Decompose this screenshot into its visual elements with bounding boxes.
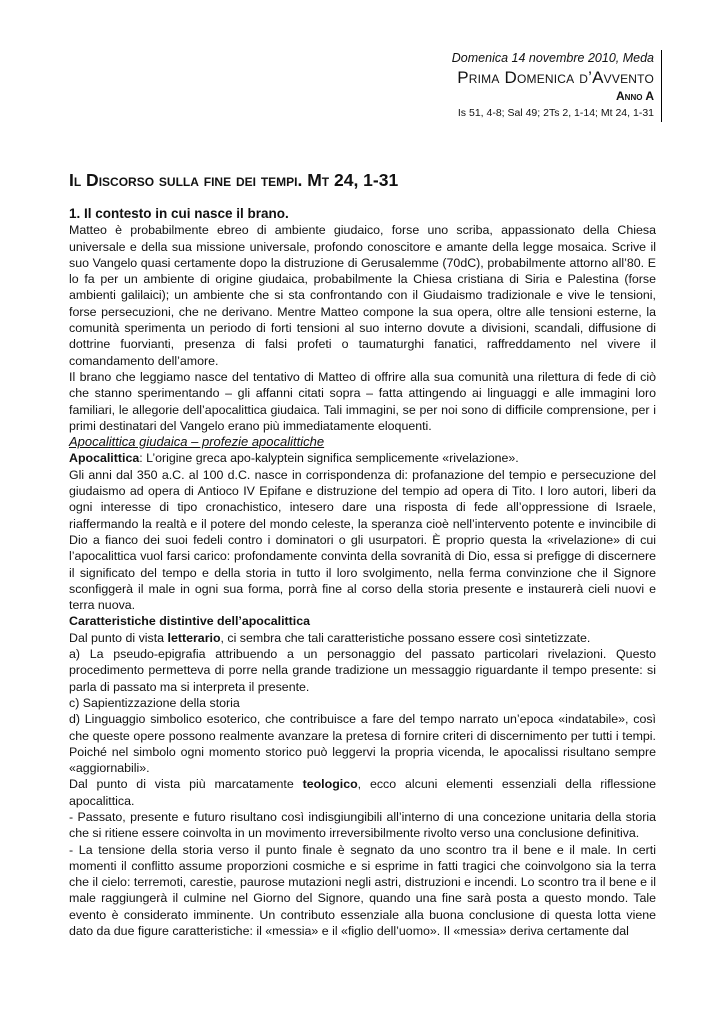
paragraph-context: Matteo è probabilmente ebreo di ambiente giudaico, forse uno scriba, appassionato della Chiesa universale e della sua missione universale, profondo conoscitore e amante della legge mosaica. Scrive il suo Vangelo quasi certamente dopo la distruzione di Gerusalemme (70dC), probabilmente attorno all’80. E lo fa per un ambiente di origine giudaica, probabilmente la Chiesa cristiana di Siria e Palestina (forse ambienti galilaici); un ambiente che si sta confrontando con il Giudaismo tradizionale e vive le tensioni, forse persecuzioni, che ne derivano. Mentre Matteo compone la sua opera, oltre alle tensioni esterne, la comunità sperimenta un periodo di forti tensioni al suo interno dovute a divisioni, scandali, diffusione di dottrine fuorvianti, presenza di falsi profeti o taumaturghi fanatici, raffreddamento nel vivere il comandamento dell’amore.: [69, 223, 656, 368]
characteristics-heading: Caratteristiche distintive dell’apocalittica: [69, 614, 311, 629]
term-teologico: teologico: [302, 777, 358, 792]
section-heading: 1. Il contesto in cui nasce il brano.: [69, 206, 289, 221]
document-body: [69, 206, 656, 939]
paragraph-teologico: [69, 776, 656, 809]
list-item-d: d) Linguaggio simbolico esoterico, che contribuisce a fare del tempo narrato un’epoca «indatabile», così che queste opere possono realmente avanzare la pretesa di fornire criteri di discernimento per tutti i tempi. Poiché nel simbolo ogni momento storico può leggervi la propria vicenda, le apocalissi risultano sempre «aggiornabili».: [69, 712, 656, 776]
header-date: Domenica 14 novembre 2010, Meda: [451, 51, 654, 65]
paragraph-history: Gli anni dal 350 a.C. al 100 d.C. nasce in corrispondenza di: profanazione del tempio e persecuzione del giudaismo ad opera di Antioco IV Epifane e distruzione del tempio ad opera di Tito. I loro autori, liberi da ogni interesse di tipo cronachistico, intesero dare una risposta di fede all’oppressione di Israele, riaffermando la realtà e il potere del mondo celeste, la speranza cioè nell’intervento potente e invincibile di Dio a fianco dei suoi fedeli contro i dominatori o gli usurpatori. È proprio questa la «rivelazione» di cui l’apocalittica vuol farsi carico: profondamente convinta della sovranità di Dio, essa si prefigge di discernere il significato del tempo e della storia in tutto il loro svolgimento, nella ferma convinzione che il Signore sconfiggerà il male in ogni sua forma, porrà fine al corso della storia presente e instaurerà cieli nuovi e terra nuova.: [69, 467, 656, 613]
teol-post: , ecco alcuni elementi essenziali della riflessione apocalittica.: [69, 777, 656, 808]
document-header: [452, 50, 662, 122]
header-title: Prima Domenica d’Avvento: [457, 68, 654, 87]
subsection-heading: Apocalittica giudaica – profezie apocalittiche: [69, 434, 325, 450]
paragraph-apocalittica-def: [69, 450, 656, 466]
definition-text: : L’origine greca apo-kalyptein significa semplicemente «rivelazione».: [139, 451, 519, 466]
paragraph-letterario: [69, 630, 656, 646]
term-letterario: letterario: [167, 630, 221, 645]
header-readings: Is 51, 4-8; Sal 49; 2Ts 2, 1-14; Mt 24, 1-31: [457, 107, 654, 119]
list-item-a: a) La pseudo-epigrafia attribuendo a un personaggio del passato particolari rivelazioni. Questo procedimento permetteva di porre nella grande tradizione un messaggio riguardante il tempo presente: si parla di passato ma si interpreta il presente.: [69, 647, 656, 694]
term-apocalittica: Apocalittica: [69, 451, 140, 466]
header-anno: Anno A: [616, 89, 654, 103]
paragraph-brano: Il brano che leggiamo nasce del tentativo di Matteo di offrire alla sua comunità una rilettura di fede di ciò che stanno sperimentando – gli affanni citati sopra – fatta attingendo ai linguaggi e alle immagini loro familiari, le allegorie dell’apocalittica giudaica. Tali immagini, se per noi sono di difficile comprensione, per i primi destinatari del Vangelo erano più immediatamente eloquenti.: [69, 369, 656, 433]
teol-pre: Dal punto di vista più marcatamente: [69, 777, 303, 792]
page-title: Il Discorso sulla fine dei tempi. Mt 24, 1-31: [69, 170, 399, 190]
bullet-item: - La tensione della storia verso il punto finale è segnato da uno scontro tra il bene e il male. In certi momenti il conflitto assume proporzioni cosmiche e si esprime in fatti tragici che coinvolgono sia la terra che il cielo: terremoti, carestie, paurose mutazioni negli astri, distruzioni e incendi. Lo scontro tra il bene e il male raggiungerà il culmine nel Giorno del Signore, quando una fine sarà posta a questo mondo. Tale evento è considerato imminente. Un contributo essenziale alla buona conclusione di questa lotta viene dato da due figure caratteristiche: il «messia» e il «figlio dell’uomo». Il «messia» deriva certamente dal: [69, 842, 656, 939]
bullet-item: - Passato, presente e futuro risultano così indisgiungibili all’interno di una concezione unitaria della storia che si ritiene essere coinvolta in un movimento irreversibilmente rivolto verso una conclusione definitiva.: [69, 809, 656, 841]
lett-post: , ci sembra che tali caratteristiche possano essere così sintetizzate.: [220, 630, 591, 645]
lett-pre: Dal punto di vista: [69, 630, 168, 645]
list-item-c: c) Sapientizzazione della storia: [69, 695, 240, 710]
